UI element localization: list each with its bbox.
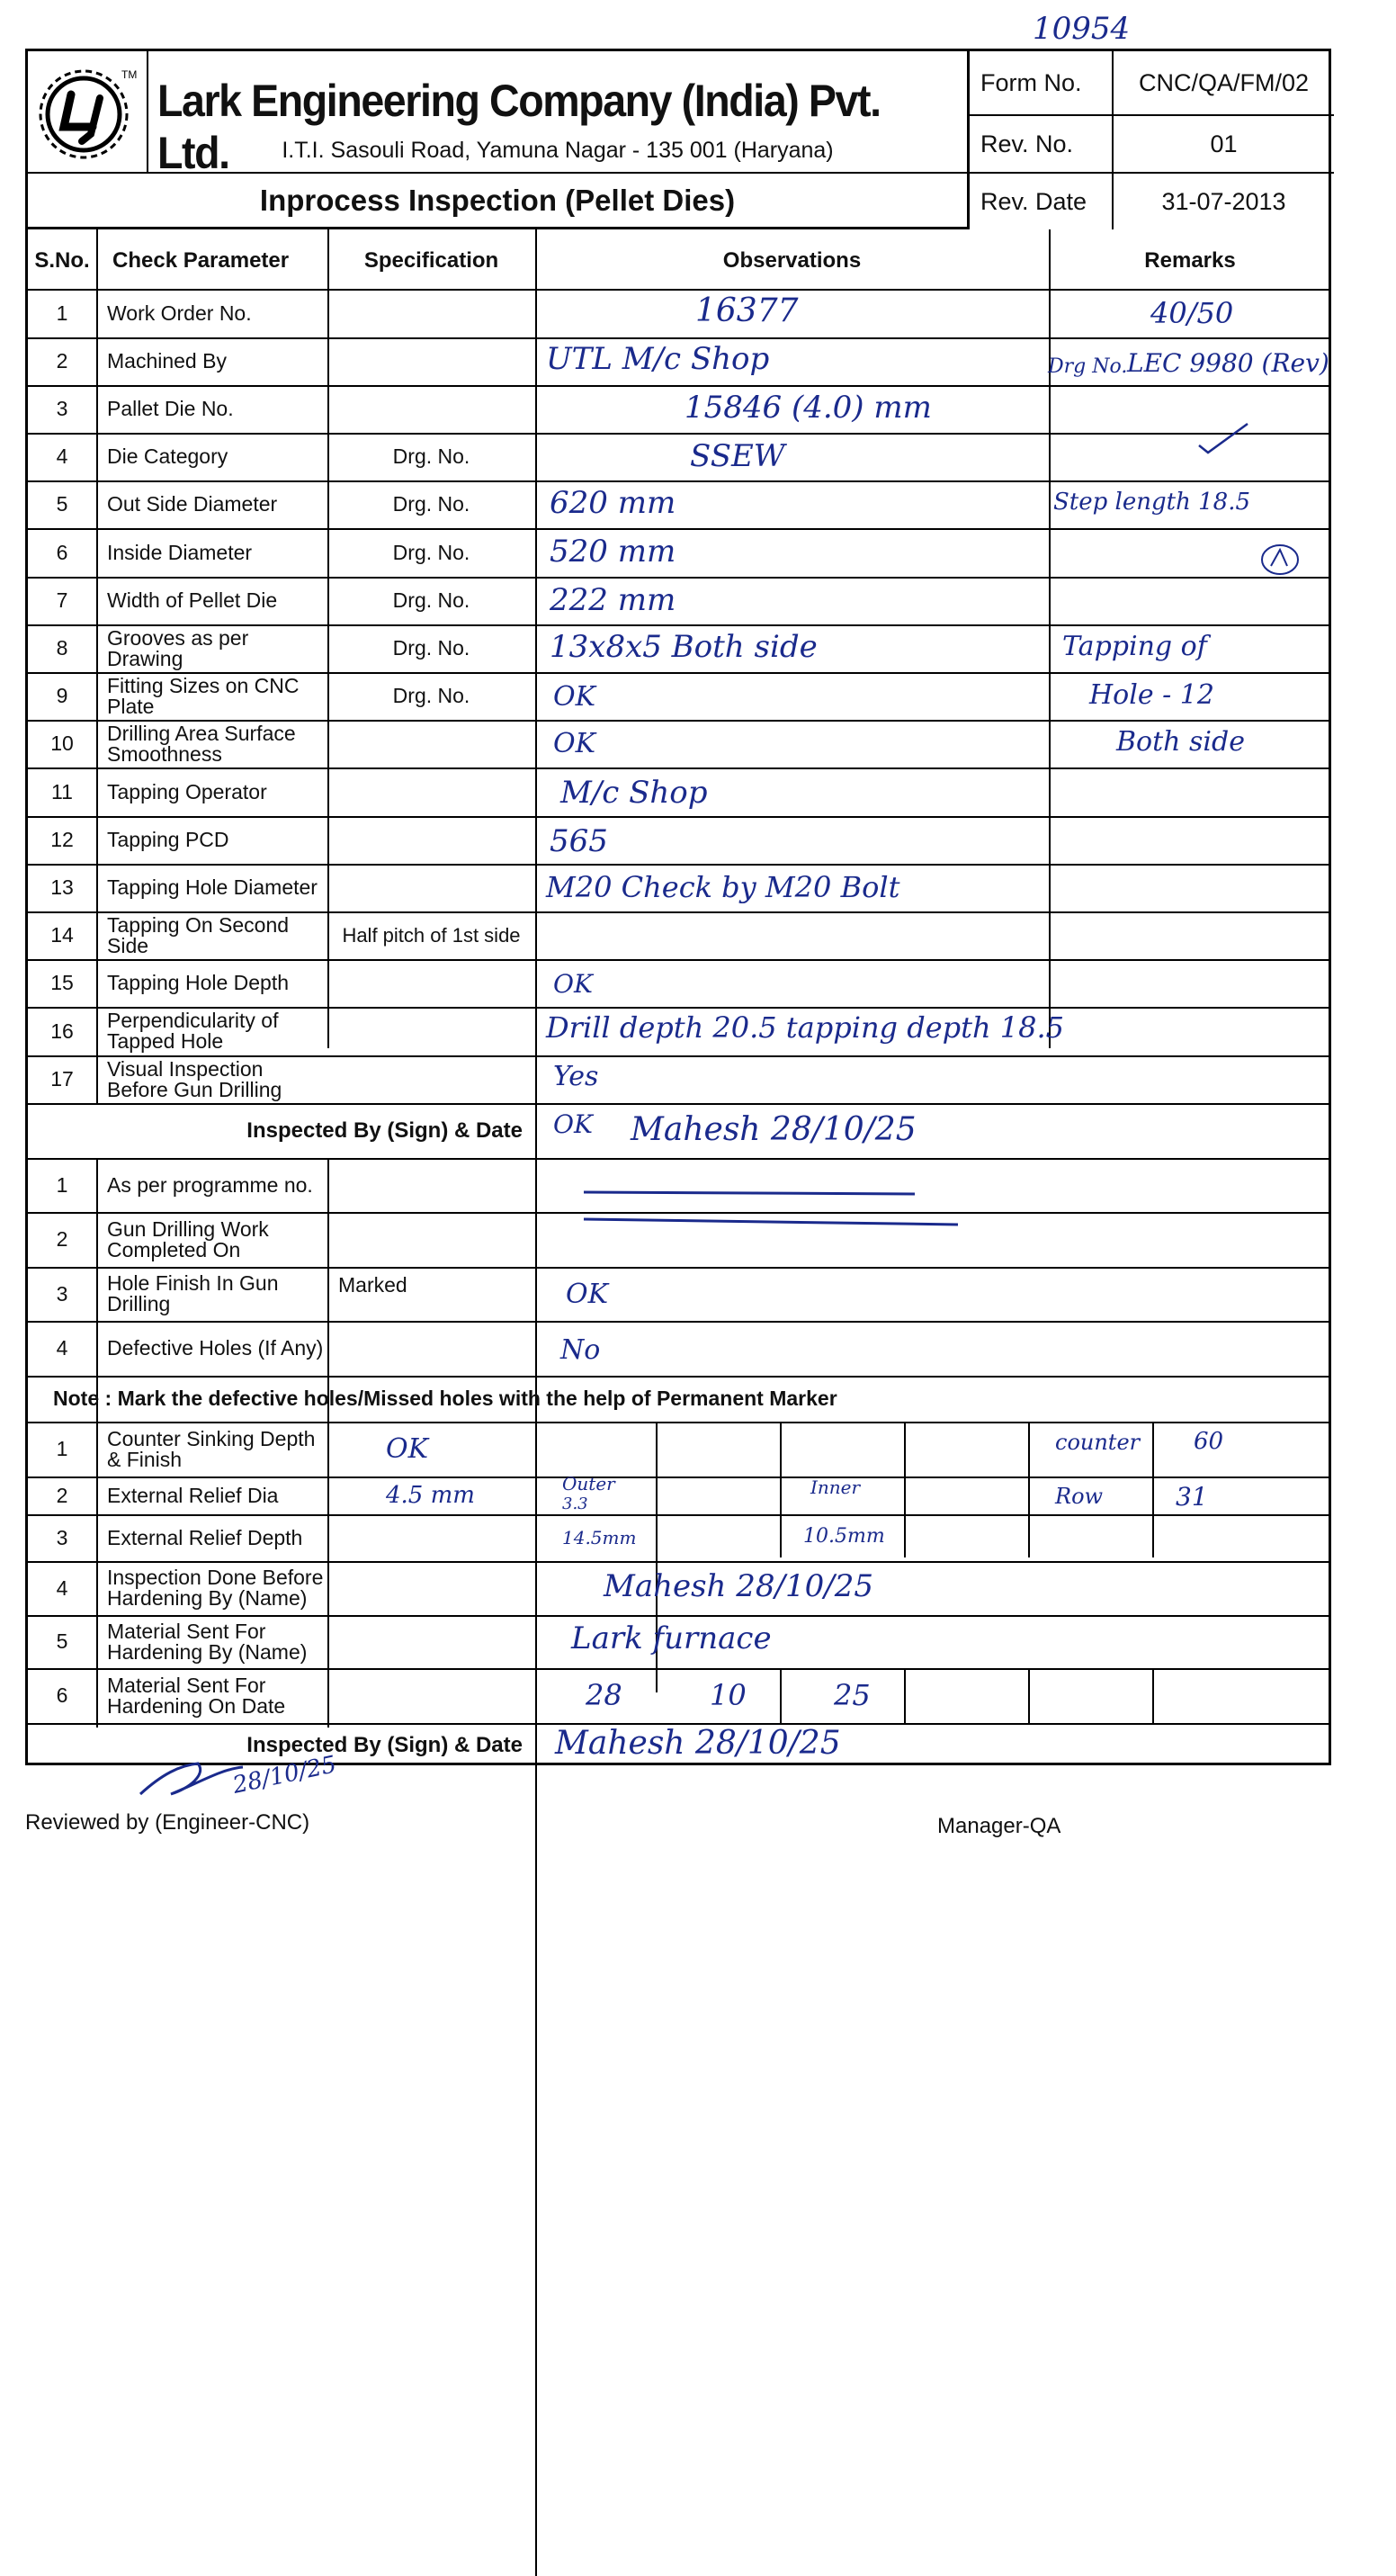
row-spec	[327, 720, 535, 767]
row-spec	[327, 385, 535, 433]
document-title: Inprocess Inspection (Pellet Dies)	[28, 174, 967, 229]
row-param: External Relief Dia	[107, 1483, 279, 1507]
row-spec: Marked	[338, 1272, 407, 1297]
inspection-form	[25, 49, 1331, 1765]
outer-label: Outer	[562, 1473, 615, 1494]
company-name: Lark Engineering Company (India) Pvt. Ltd.	[157, 76, 881, 178]
row-sno: 4	[56, 1575, 68, 1600]
row-param: Material Sent For Hardening By (Name)	[107, 1619, 308, 1664]
obs-smoothness: OK	[553, 728, 596, 759]
logo-cell	[28, 51, 148, 174]
obs-second-side: OK	[553, 969, 593, 999]
row-param: Defective Holes (If Any)	[107, 1336, 324, 1360]
row-sno: 4	[56, 1336, 68, 1360]
date-day: 28	[586, 1678, 622, 1712]
meta-label: Rev. Date	[970, 174, 1114, 229]
row-sno: 2	[56, 349, 68, 372]
obs-die-category: SSEW	[690, 438, 785, 474]
row-param: As per programme no.	[107, 1172, 313, 1197]
dash-line-icon	[580, 1180, 1066, 1234]
row-label: Row	[1055, 1484, 1104, 1509]
row-sno: 1	[56, 1437, 68, 1460]
row-param: Machined By	[107, 349, 227, 372]
obs-grooves: 13x8x5 Both side	[550, 629, 818, 665]
meta-rev-no	[970, 116, 1334, 174]
inner-depth: 10.5mm	[803, 1525, 885, 1548]
row-sno: 1	[56, 1172, 68, 1197]
counter-label: counter	[1055, 1430, 1141, 1455]
row-spec	[327, 767, 535, 816]
row-sno: 14	[50, 923, 74, 947]
outer-value: 3.3	[562, 1494, 588, 1513]
row-spec: Drg. No.	[392, 444, 470, 468]
col-obs-header: Observations	[722, 247, 862, 273]
counter-value: 60	[1194, 1428, 1224, 1455]
check-mark-icon	[1197, 420, 1251, 456]
col-spec-header: Specification	[363, 247, 499, 273]
obs-tap-hole-dia: M20 Check by M20 Bolt	[546, 870, 900, 904]
row-obs: Mahesh 28/10/25	[604, 1568, 873, 1604]
row-sno: 5	[56, 492, 68, 516]
row-sno: 13	[50, 875, 74, 899]
row-param: Work Order No.	[107, 301, 252, 325]
row-spec: Drg. No.	[392, 684, 470, 707]
row-param: Tapping Hole Depth	[107, 971, 290, 994]
row-sno: 17	[50, 1067, 74, 1091]
initials-stamp-icon	[1258, 541, 1302, 579]
inspected-by-label-2: Inspected By (Sign) & Date	[246, 1732, 523, 1757]
row-param: External Relief Depth	[107, 1525, 303, 1549]
row-sno: 8	[56, 636, 68, 660]
row-sno: 16	[50, 1019, 74, 1043]
row-sno: 12	[50, 828, 74, 851]
col-remarks-header: Remarks	[1144, 247, 1236, 273]
row-param: Pallet Die No.	[107, 397, 234, 420]
row-spec	[327, 816, 535, 864]
lark-logo-icon	[28, 51, 148, 174]
row-param: Counter Sinking Depth & Finish	[107, 1426, 316, 1471]
meta-value: 01	[1210, 130, 1238, 157]
row-param: Tapping On Second Side	[107, 912, 290, 957]
meta-rev-date	[970, 174, 1334, 229]
row-param: Fitting Sizes on CNC Plate	[107, 673, 300, 718]
row-value: 31	[1176, 1482, 1208, 1512]
obs-outside-dia: 620 mm	[550, 485, 676, 521]
row-obs: Lark furnace	[571, 1620, 772, 1656]
row-param: Material Sent For Hardening On Date	[107, 1673, 286, 1718]
row-spec: Drg. No.	[392, 588, 470, 612]
meta-form-no	[970, 51, 1334, 116]
row-param: Grooves as per Drawing	[107, 625, 249, 670]
row-param: Out Side Diameter	[107, 492, 278, 516]
page-number: 10954	[1033, 11, 1131, 47]
meta-value: CNC/QA/FM/02	[1138, 68, 1310, 96]
company-address: I.T.I. Sasouli Road, Yamuna Nagar - 135 001 (Haryana)	[282, 138, 834, 163]
row-spec	[327, 1055, 535, 1103]
remark-drawing: LEC 9980 (Rev)	[1127, 348, 1329, 378]
row-sno: 15	[50, 971, 74, 994]
remark-hole-12: Hole - 12	[1089, 679, 1214, 711]
row-sno: 1	[56, 301, 68, 325]
remark-both-side: Both side	[1116, 726, 1245, 758]
obs-fitting: OK	[553, 681, 596, 713]
form-meta	[967, 51, 1331, 229]
row-sno: 2	[56, 1227, 68, 1251]
row-spec: Drg. No.	[392, 540, 470, 564]
outer-depth: 14.5mm	[562, 1527, 637, 1548]
obs-tap-hole-depth: Drill depth 20.5 tapping depth 18.5	[546, 1010, 1064, 1045]
row-param: Perpendicularity of Tapped Hole	[107, 1009, 279, 1053]
row-sno: 9	[56, 684, 68, 707]
obs-perpendicularity: Yes	[553, 1061, 599, 1092]
svg-text:TM: TM	[121, 68, 138, 81]
row-param: Inspection Done Before Hardening By (Name)	[107, 1566, 324, 1610]
remark-40-50: 40/50	[1150, 296, 1234, 330]
obs-die-no: 15846 (4.0) mm	[685, 390, 932, 426]
row-sno: 2	[56, 1483, 68, 1507]
row-spec	[327, 959, 535, 1007]
obs-work-order: 16377	[695, 292, 799, 329]
row-param: Die Category	[107, 444, 228, 468]
row-param: Gun Drilling Work Completed On	[107, 1216, 269, 1261]
obs-inside-dia: 520 mm	[550, 534, 676, 570]
reviewer-date: 28/10/25	[230, 1751, 339, 1800]
inspected-by-signature-2: Mahesh 28/10/25	[555, 1725, 841, 1762]
obs-machined-by: UTL M/c Shop	[546, 341, 770, 377]
row-sno: 4	[56, 444, 68, 468]
row-sno: 6	[56, 540, 68, 564]
row-param: Tapping PCD	[107, 828, 229, 851]
row-spec: Half pitch of 1st side	[342, 924, 521, 947]
row-param: Inside Diameter	[107, 540, 253, 564]
obs-tapping-operator: M/c Shop	[560, 775, 708, 811]
obs-visual: OK	[553, 1109, 593, 1139]
row-spec	[327, 1007, 535, 1055]
inner-label: Inner	[810, 1476, 861, 1498]
row-obs: No	[560, 1334, 601, 1366]
meta-label: Form No.	[970, 51, 1114, 114]
obs-width: 222 mm	[550, 582, 676, 618]
row-param: Drilling Area Surface Smoothness	[107, 721, 296, 766]
obs-tapping-pcd: 565	[550, 823, 608, 859]
row-sno: 6	[56, 1683, 68, 1707]
row-param: Visual Inspection Before Gun Drilling	[107, 1056, 282, 1101]
meta-label: Rev. No.	[970, 116, 1114, 172]
remark-step-length: Step length 18.5	[1053, 489, 1250, 516]
date-month: 10	[710, 1678, 747, 1712]
inspected-by-signature: Mahesh 28/10/25	[631, 1111, 917, 1148]
row-spec: Drg. No.	[392, 636, 470, 660]
row-obs: OK	[566, 1279, 609, 1310]
remark-tapping-of: Tapping of	[1062, 631, 1207, 662]
row-sno: 5	[56, 1629, 68, 1653]
row-spec: Drg. No.	[392, 492, 470, 516]
col-param-header: Check Parameter	[112, 247, 290, 273]
row-sno: 3	[56, 1281, 68, 1306]
row-param: Tapping Operator	[107, 779, 267, 803]
row-sno: 3	[56, 1525, 68, 1549]
reviewed-by-label: Reviewed by (Engineer-CNC)	[25, 1810, 310, 1835]
inspected-by-label: Inspected By (Sign) & Date	[246, 1118, 523, 1143]
date-year: 25	[834, 1678, 871, 1712]
row-param: Tapping Hole Diameter	[107, 875, 318, 899]
note-label: Note :	[53, 1387, 112, 1410]
row-spec	[327, 337, 535, 385]
col-sno-header: S.No.	[34, 247, 90, 273]
row-spec	[327, 864, 535, 911]
row-param: Width of Pellet Die	[107, 588, 278, 612]
note-row	[53, 1376, 1312, 1422]
row-spec	[327, 289, 535, 337]
row-param: Hole Finish In Gun Drilling	[107, 1271, 279, 1315]
row-relief-dia: 4.5 mm	[386, 1482, 475, 1509]
company-cell	[148, 51, 967, 178]
manager-qa-label: Manager-QA	[937, 1814, 1061, 1838]
meta-value: 31-07-2013	[1161, 187, 1286, 215]
row-sno: 10	[50, 732, 74, 755]
row-counter-sink: OK	[386, 1433, 429, 1465]
row-sno: 11	[51, 779, 73, 803]
note-text: Mark the defective holes/Missed holes with the help of Permanent Marker	[117, 1387, 837, 1410]
row-sno: 7	[56, 588, 68, 612]
remark-drg-no: Drg No.	[1048, 355, 1128, 378]
row-sno: 3	[56, 397, 68, 420]
